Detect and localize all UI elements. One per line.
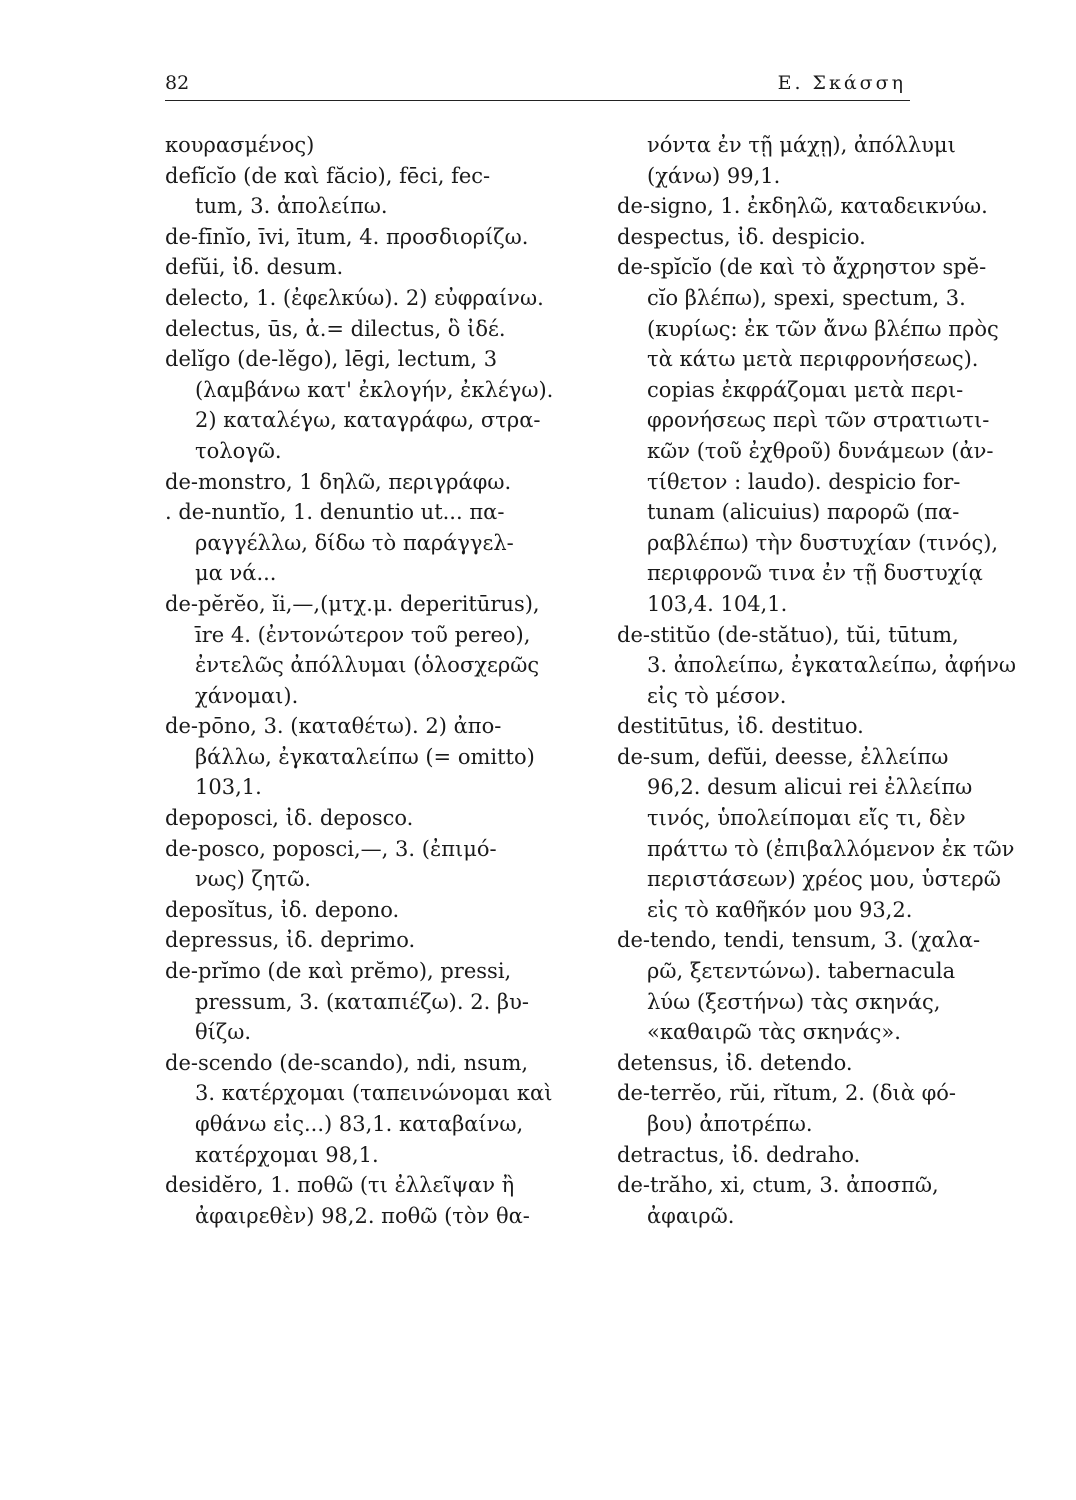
entry-line: (κυρίως: ἐκ τῶν ἄνω βλέπω πρὸς [647, 316, 999, 341]
entry-line: de-signo, 1. ἐκδηλῶ, καταδεικνύω. [617, 194, 988, 219]
entry-line: κῶν (τοῦ ἐχθροῦ) δυνάμεων (ἀν- [647, 438, 994, 463]
header-rule [165, 100, 910, 101]
entry-line: de-spĭcĭo (de καὶ τὸ ἄχρηστον spĕ- [617, 255, 987, 280]
entry-line: ρῶ, ξετεντώνω). tabernacula [647, 959, 956, 984]
entry-line: delecto, 1. (ἐφελκύω). 2) εὐφραίνω. [165, 285, 544, 310]
entry-line: «καθαιρῶ τὰς σκηνάς». [647, 1020, 901, 1045]
entry-line: desidĕro, 1. ποθῶ (τι ἐλλεῖψαν ἢ [165, 1173, 515, 1198]
entry-line: de-stitŭo (de-stătuo), tŭi, tūtum, [617, 622, 959, 647]
entry-line: εἰς τὸ μέσον. [647, 683, 787, 708]
entry-line: τινός, ὑπολείπομαι εἴς τι, δὲν [647, 806, 966, 831]
entry-line: defĭcĭo (de καὶ făcio), fēci, fec- [165, 163, 491, 188]
page-header [165, 68, 906, 98]
running-title: Ε. Σκάσση [777, 72, 906, 94]
left-column [165, 130, 605, 1231]
entry-line: . de-nuntĭo, 1. denuntio ut... πα- [165, 500, 505, 525]
entry-line: destitūtus, ἰδ. destituo. [617, 714, 864, 739]
entry-line: περιφρονῶ τινα ἐν τῇ δυστυχίᾳ [647, 561, 983, 586]
entry-line: (λαμβάνω κατ' ἐκλογήν, ἐκλέγω). [195, 377, 554, 402]
entry-line: τὰ κάτω μετὰ περιφρονήσεως). [647, 347, 979, 372]
entry-line: copias ἐκφράζομαι μετὰ περι- [647, 377, 964, 402]
entry-line: χάνομαι). [195, 683, 299, 708]
entry-line: κατέρχομαι 98,1. [195, 1142, 379, 1167]
entry-line: defŭi, ἰδ. desum. [165, 255, 344, 280]
entry-line: de-pōno, 3. (καταθέτω). 2) ἀπο- [165, 714, 502, 739]
entry-line: 103,1. [195, 775, 262, 800]
entry-line: (χάνω) 99,1. [647, 163, 781, 188]
entry-line: de-scendo (de-scando), ndi, nsum, [165, 1050, 529, 1075]
entry-line: εἰς τὸ καθῆκόν μου 93,2. [647, 897, 913, 922]
entry-line: τίθετον : laudo). despicio for- [647, 469, 961, 494]
entry-line: ἀφαιρῶ. [647, 1203, 735, 1228]
entry-line: 96,2. desum alicui rei ἐλλείπω [647, 775, 973, 800]
entry-line: 2) καταλέγω, καταγράφω, στρα- [195, 408, 541, 433]
entry-line: 3. κατέρχομαι (ταπεινώνομαι καὶ [195, 1081, 553, 1106]
entry-line: περιστάσεων) χρέος μου, ὑστερῶ [647, 867, 1001, 892]
entry-line: ραβλέπω) τὴν δυστυχίαν (τινός), [647, 530, 999, 555]
entry-line: πράττω τὸ (ἐπιβαλλόμενον ἐκ τῶν [647, 836, 1015, 861]
entry-line: de-posco, poposci,—, 3. (ἐπιμό- [165, 836, 497, 861]
entry-line: de-tendo, tendi, tensum, 3. (χαλα- [617, 928, 981, 953]
entry-line: de-fīnĭo, īvi, ītum, 4. προσδιορίζω. [165, 224, 529, 249]
entry-line: βου) ἀποτρέπω. [647, 1112, 813, 1136]
entry-line: depressus, ἰδ. deprimo. [165, 928, 416, 953]
entry-line: λύω (ξεστήνω) τὰς σκηνάς, [647, 989, 941, 1014]
entry-line: detractus, ἰδ. dedraho. [617, 1142, 861, 1167]
entry-line: de-trăho, xi, ctum, 3. ἀποσπῶ, [617, 1173, 939, 1198]
entry-line: delectus, ūs, ἀ.= dilectus, ὃ ἰδέ. [165, 316, 506, 341]
entry-line: φρονήσεως περὶ τῶν στρατιωτι- [647, 408, 990, 433]
entry-line: despectus, ἰδ. despicio. [617, 224, 866, 249]
entry-line: depoposci, ἰδ. deposco. [165, 806, 414, 831]
entry-line: νόντα ἐν τῇ μάχῃ), ἀπόλλυμι [647, 133, 956, 157]
entry-line: pressum, 3. (καταπιέζω). 2. βυ- [195, 989, 529, 1014]
entry-line: νως) ζητῶ. [195, 867, 311, 892]
entry-line: φθάνω εἰς...) 83,1. καταβαίνω, [195, 1112, 524, 1136]
entry-line: de-prĭmo (de καὶ prĕmo), pressi, [165, 959, 512, 984]
entry-line: īre 4. (ἐντονώτερον τοῦ pereo), [195, 622, 531, 647]
entry-line: ἐντελῶς ἀπόλλυμαι (ὁλοσχερῶς [195, 653, 540, 678]
entry-line: de-monstro, 1 δηλῶ, περιγράφω. [165, 469, 512, 494]
page-number: 82 [165, 72, 190, 94]
entry-line: detensus, ἰδ. detendo. [617, 1050, 853, 1075]
entry-line: de-sum, defŭi, deesse, ἐλλείπω [617, 744, 949, 769]
entry-line: θίζω. [195, 1020, 252, 1045]
entry-line: ἀφαιρεθὲν) 98,2. ποθῶ (τὸν θα- [195, 1203, 530, 1228]
entry-line: delĭgo (de-lĕgo), lēgi, lectum, 3 [165, 347, 498, 372]
entry-line: βάλλω, ἐγκαταλείπω (= omitto) [195, 744, 535, 769]
entry-line: de-pĕrĕo, ĭi,—,(μτχ.μ. deperitūrus), [165, 591, 540, 616]
entry-line: μα νά... [195, 561, 277, 586]
right-column [617, 130, 1037, 1231]
entry-line: τολογῶ. [195, 438, 282, 463]
entry-line: κουρασμένος) [165, 133, 315, 157]
entry-line: cĭo βλέπω), spexi, spectum, 3. [647, 285, 966, 310]
entry-line: de-terrĕo, rŭi, rĭtum, 2. (διὰ φό- [617, 1081, 957, 1106]
entry-line: deposĭtus, ἰδ. depono. [165, 897, 400, 922]
entry-line: tunam (alicuius) παρορῶ (πα- [647, 500, 960, 525]
entry-line: 3. ἀπολείπω, ἐγκαταλείπω, ἀφήνω [647, 653, 1017, 678]
entry-line: ραγγέλλω, δίδω τὸ παράγγελ- [195, 530, 514, 555]
entry-line: 103,4. 104,1. [647, 591, 788, 616]
entry-line: tum, 3. ἀπολείπω. [195, 194, 388, 219]
